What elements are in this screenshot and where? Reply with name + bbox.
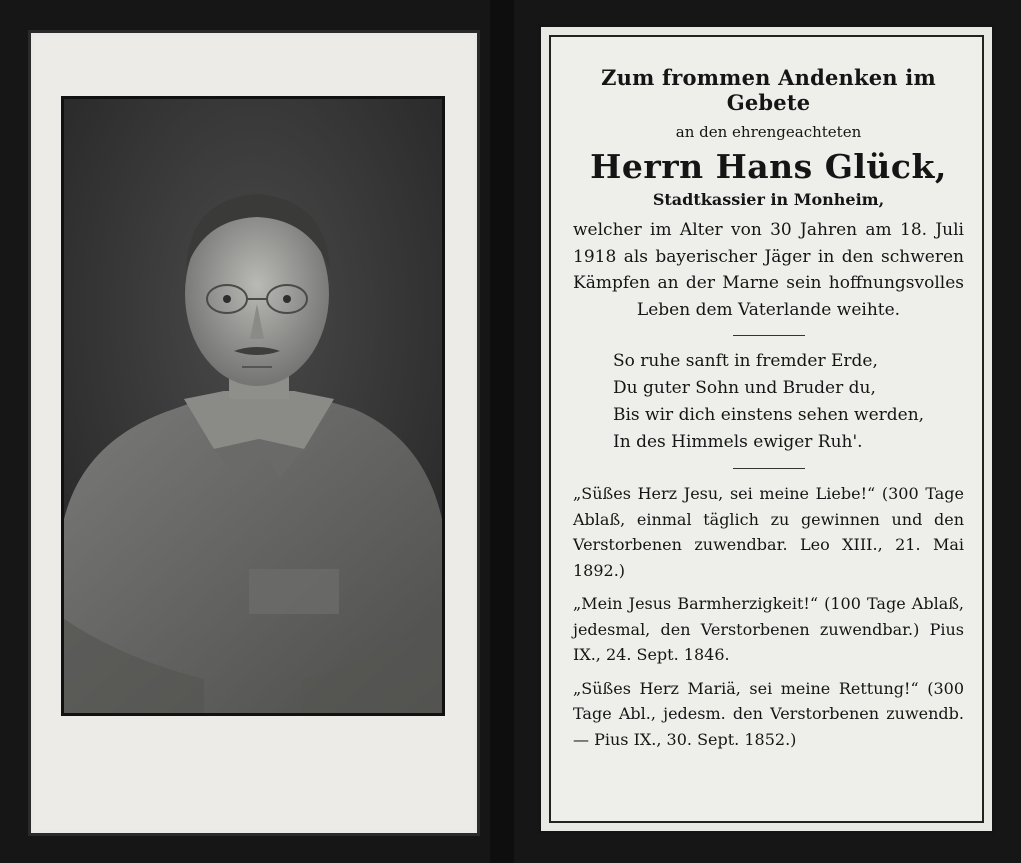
portrait-photo [64, 99, 442, 713]
card-fold-spine [490, 0, 514, 863]
verse-line: Du guter Sohn und Bruder du, [613, 378, 876, 398]
occupation-line: Stadtkassier in Monheim, [652, 190, 885, 209]
prayer-indulgence: „Mein Jesus Barmherzigkeit!“ (100 Tage Ablaß, jedesmal, den Verstorbenen zuwendbar.) Pius IX., 24. Sept. 1846. [573, 594, 964, 664]
portrait-photo-frame [61, 96, 445, 716]
memorial-heading: Zum frommen Andenken im Gebete [601, 65, 936, 115]
portrait-panel-inner [34, 36, 474, 830]
verse-line: In des Himmels ewiger Ruh'. [613, 432, 863, 452]
prayer-indulgence: „Süßes Herz Mariä, sei meine Rettung!“ (300 Tage Abl., jedesm. den Verstorbenen zuwendb. — Pius IX., 30. Sept. 1852.) [573, 678, 964, 749]
memorial-verse [613, 348, 964, 456]
divider-rule [733, 468, 805, 469]
text-panel-inner [549, 35, 984, 823]
deceased-name: Herrn Hans Glück, [590, 147, 947, 186]
divider-rule [733, 335, 805, 336]
verse-line: So ruhe sanft in fremder Erde, [613, 351, 878, 371]
verse-line: Bis wir dich einstens sehen werden, [613, 405, 925, 425]
prayer-indulgence: „Süßes Herz Jesu, sei meine Liebe!“ (300 Tage Ablaß, einmal täglich zu gewinnen und den Verstorbenen zuwendbar. Leo XIII., 21. Mai 1892.) [573, 484, 964, 580]
intro-line: an den ehrengeachteten [675, 123, 862, 141]
text-panel [538, 24, 995, 834]
biography-text: welcher im Alter von 30 Jahren am 18. Juli 1918 als bayerischer Jäger in den schweren Kämpfen an der Marne sein hoffnungsvolles Leben dem Vaterlande weihte. [573, 220, 964, 320]
portrait-panel [28, 30, 480, 836]
